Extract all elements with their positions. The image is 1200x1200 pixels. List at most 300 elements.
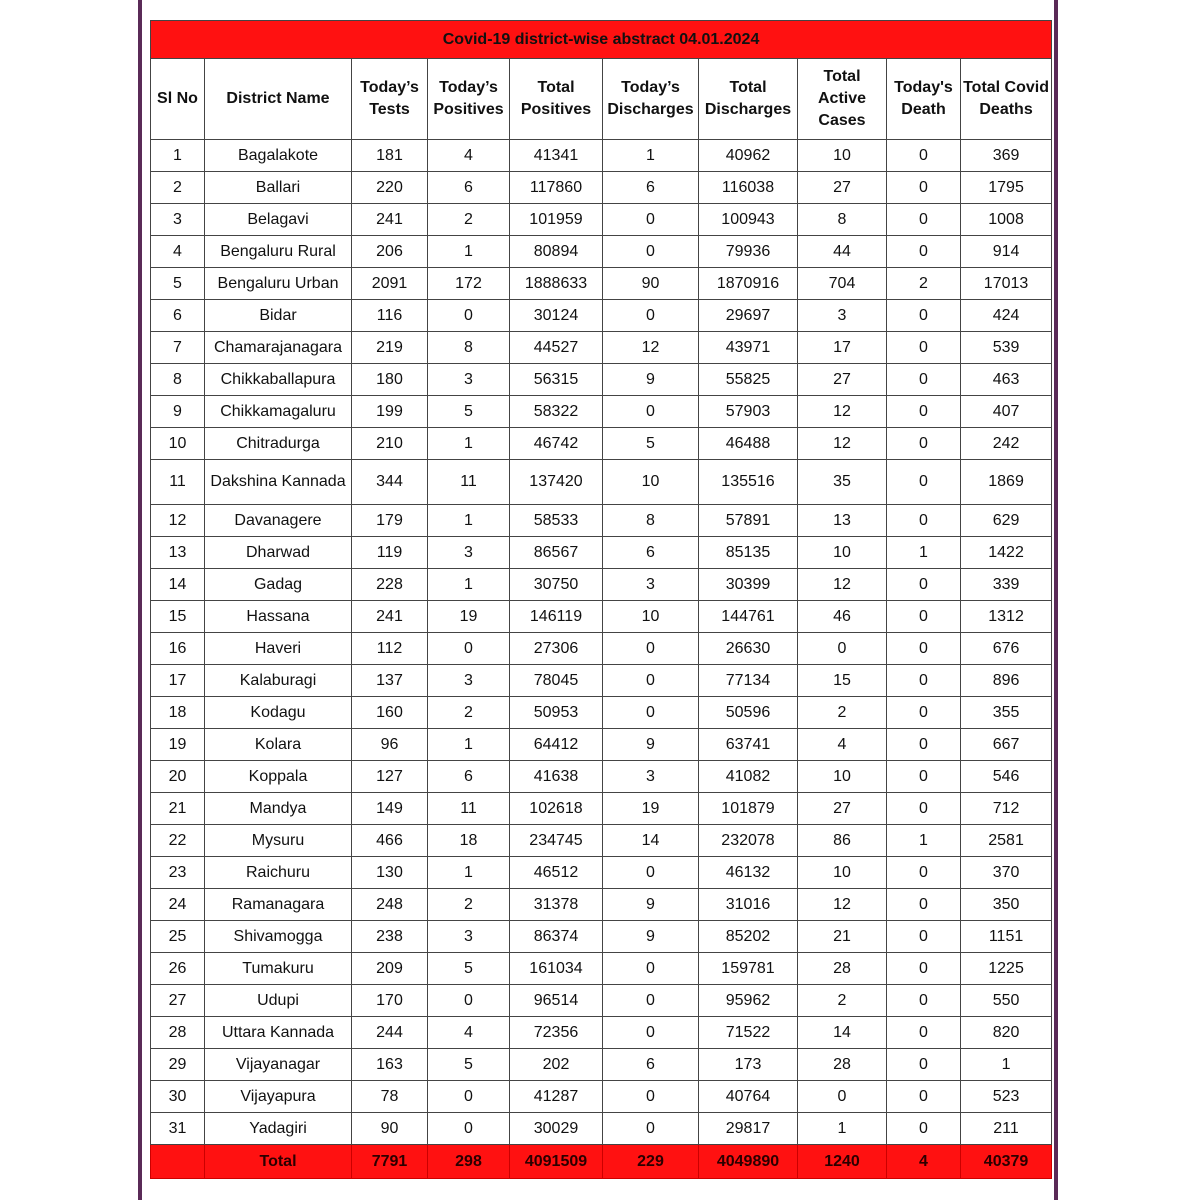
cell-todays-tests: 219 (352, 332, 428, 364)
cell-todays-discharges: 14 (603, 825, 699, 857)
cell-total-positives: 41341 (510, 140, 603, 172)
cell-total-discharges: 30399 (699, 569, 798, 601)
cell-total-positives: 72356 (510, 1017, 603, 1049)
table-row (151, 889, 1052, 921)
cell-total-active-cases: 27 (798, 793, 887, 825)
cell-todays-death: 0 (887, 665, 961, 697)
cell-total-discharges: 173 (699, 1049, 798, 1081)
cell-district-name: Bengaluru Urban (205, 268, 352, 300)
table-row (151, 204, 1052, 236)
cell-todays-discharges: 9 (603, 921, 699, 953)
cell-total-active-cases: 10 (798, 140, 887, 172)
cell-todays-discharges: 5 (603, 428, 699, 460)
cell-sl-no: 4 (151, 236, 205, 268)
cell-total-discharges: 85135 (699, 537, 798, 569)
cell-sl-no: 31 (151, 1113, 205, 1145)
cell-total-active-cases: 13 (798, 505, 887, 537)
cell-sl-no: 15 (151, 601, 205, 633)
table-row (151, 268, 1052, 300)
table-row (151, 665, 1052, 697)
cell-total-positives: 27306 (510, 633, 603, 665)
cell-total-active-cases: 1 (798, 1113, 887, 1145)
cell-total-covid-deaths: 550 (961, 985, 1052, 1017)
cell-total-covid-deaths: 712 (961, 793, 1052, 825)
cell-total-positives: 101959 (510, 204, 603, 236)
cell-total-positives: 58533 (510, 505, 603, 537)
cell-sl-no: 30 (151, 1081, 205, 1113)
cell-total-covid-deaths: 539 (961, 332, 1052, 364)
cell-todays-discharges: 0 (603, 665, 699, 697)
cell-total-positives: 102618 (510, 793, 603, 825)
cell-todays-discharges: 1 (603, 140, 699, 172)
cell-todays-death: 0 (887, 1113, 961, 1145)
table-row (151, 460, 1052, 505)
cell-todays-tests: 241 (352, 601, 428, 633)
cell-total-active-cases: 27 (798, 172, 887, 204)
cell-todays-discharges: 9 (603, 364, 699, 396)
table-row (151, 140, 1052, 172)
total-cell-todays-tests: 7791 (352, 1145, 428, 1179)
cell-district-name: Vijayapura (205, 1081, 352, 1113)
cell-total-covid-deaths: 1869 (961, 460, 1052, 505)
cell-district-name: Gadag (205, 569, 352, 601)
cell-todays-discharges: 19 (603, 793, 699, 825)
cell-todays-discharges: 0 (603, 1081, 699, 1113)
cell-todays-tests: 466 (352, 825, 428, 857)
cell-total-active-cases: 44 (798, 236, 887, 268)
cell-total-positives: 46512 (510, 857, 603, 889)
table-row (151, 761, 1052, 793)
cell-total-positives: 80894 (510, 236, 603, 268)
cell-todays-discharges: 3 (603, 761, 699, 793)
cell-todays-discharges: 6 (603, 537, 699, 569)
cell-district-name: Chamarajanagara (205, 332, 352, 364)
cell-sl-no: 6 (151, 300, 205, 332)
cell-todays-death: 0 (887, 204, 961, 236)
cell-todays-positives: 2 (428, 697, 510, 729)
cell-total-positives: 30029 (510, 1113, 603, 1145)
cell-total-covid-deaths: 1795 (961, 172, 1052, 204)
cell-todays-discharges: 10 (603, 601, 699, 633)
cell-total-active-cases: 12 (798, 889, 887, 921)
cell-total-discharges: 116038 (699, 172, 798, 204)
cell-total-positives: 117860 (510, 172, 603, 204)
table-row (151, 1081, 1052, 1113)
cell-todays-positives: 1 (428, 857, 510, 889)
table-row (151, 396, 1052, 428)
cell-todays-tests: 244 (352, 1017, 428, 1049)
cell-total-positives: 96514 (510, 985, 603, 1017)
cell-todays-positives: 8 (428, 332, 510, 364)
cell-district-name: Bagalakote (205, 140, 352, 172)
cell-todays-positives: 2 (428, 889, 510, 921)
cell-todays-positives: 0 (428, 985, 510, 1017)
cell-total-positives: 50953 (510, 697, 603, 729)
cell-total-discharges: 144761 (699, 601, 798, 633)
cell-total-discharges: 95962 (699, 985, 798, 1017)
header-todays-positives: Today’s Positives (428, 59, 510, 140)
cell-todays-tests: 248 (352, 889, 428, 921)
cell-todays-tests: 96 (352, 729, 428, 761)
cell-total-covid-deaths: 350 (961, 889, 1052, 921)
cell-todays-tests: 149 (352, 793, 428, 825)
cell-todays-death: 0 (887, 300, 961, 332)
cell-total-active-cases: 21 (798, 921, 887, 953)
cell-total-covid-deaths: 339 (961, 569, 1052, 601)
cell-todays-positives: 19 (428, 601, 510, 633)
cell-total-active-cases: 10 (798, 761, 887, 793)
cell-total-discharges: 26630 (699, 633, 798, 665)
cell-todays-death: 0 (887, 1049, 961, 1081)
header-district-name: District Name (205, 59, 352, 140)
cell-district-name: Vijayanagar (205, 1049, 352, 1081)
cell-total-discharges: 100943 (699, 204, 798, 236)
cell-total-positives: 64412 (510, 729, 603, 761)
total-cell-todays-positives: 298 (428, 1145, 510, 1179)
cell-todays-tests: 220 (352, 172, 428, 204)
cell-total-positives: 41287 (510, 1081, 603, 1113)
cell-total-covid-deaths: 546 (961, 761, 1052, 793)
cell-district-name: Mysuru (205, 825, 352, 857)
cell-todays-positives: 3 (428, 364, 510, 396)
cell-total-active-cases: 86 (798, 825, 887, 857)
cell-total-active-cases: 17 (798, 332, 887, 364)
cell-todays-positives: 0 (428, 300, 510, 332)
cell-todays-positives: 0 (428, 1113, 510, 1145)
cell-total-covid-deaths: 1151 (961, 921, 1052, 953)
cell-district-name: Belagavi (205, 204, 352, 236)
cell-todays-positives: 11 (428, 793, 510, 825)
cell-district-name: Tumakuru (205, 953, 352, 985)
cell-todays-death: 0 (887, 889, 961, 921)
cell-total-discharges: 135516 (699, 460, 798, 505)
cell-total-positives: 31378 (510, 889, 603, 921)
cell-todays-positives: 11 (428, 460, 510, 505)
cell-district-name: Kalaburagi (205, 665, 352, 697)
cell-total-covid-deaths: 1312 (961, 601, 1052, 633)
cell-district-name: Dakshina Kannada (205, 460, 352, 505)
table-row (151, 921, 1052, 953)
cell-todays-tests: 2091 (352, 268, 428, 300)
cell-todays-death: 0 (887, 1081, 961, 1113)
cell-sl-no: 14 (151, 569, 205, 601)
cell-todays-death: 0 (887, 729, 961, 761)
cell-total-discharges: 55825 (699, 364, 798, 396)
cell-sl-no: 29 (151, 1049, 205, 1081)
cell-total-positives: 161034 (510, 953, 603, 985)
cell-sl-no: 18 (151, 697, 205, 729)
cell-district-name: Chitradurga (205, 428, 352, 460)
cell-todays-positives: 1 (428, 236, 510, 268)
cell-total-positives: 41638 (510, 761, 603, 793)
cell-todays-positives: 18 (428, 825, 510, 857)
cell-district-name: Davanagere (205, 505, 352, 537)
cell-total-covid-deaths: 1422 (961, 537, 1052, 569)
cell-total-positives: 86567 (510, 537, 603, 569)
total-cell-total-positives: 4091509 (510, 1145, 603, 1179)
cell-total-discharges: 85202 (699, 921, 798, 953)
cell-total-active-cases: 8 (798, 204, 887, 236)
cell-todays-death: 0 (887, 633, 961, 665)
cell-total-active-cases: 4 (798, 729, 887, 761)
cell-total-covid-deaths: 211 (961, 1113, 1052, 1145)
cell-total-positives: 58322 (510, 396, 603, 428)
table-row (151, 633, 1052, 665)
cell-total-positives: 78045 (510, 665, 603, 697)
cell-total-positives: 30750 (510, 569, 603, 601)
cell-todays-death: 2 (887, 268, 961, 300)
cell-todays-death: 0 (887, 761, 961, 793)
cell-total-positives: 46742 (510, 428, 603, 460)
cell-todays-positives: 1 (428, 729, 510, 761)
cell-sl-no: 8 (151, 364, 205, 396)
cell-todays-death: 0 (887, 364, 961, 396)
cell-todays-tests: 210 (352, 428, 428, 460)
cell-todays-positives: 5 (428, 396, 510, 428)
table-row (151, 428, 1052, 460)
cell-todays-death: 0 (887, 140, 961, 172)
cell-district-name: Shivamogga (205, 921, 352, 953)
cell-todays-discharges: 0 (603, 1017, 699, 1049)
cell-total-discharges: 29817 (699, 1113, 798, 1145)
cell-todays-tests: 116 (352, 300, 428, 332)
cell-total-active-cases: 28 (798, 1049, 887, 1081)
cell-total-active-cases: 35 (798, 460, 887, 505)
total-cell-todays-discharges: 229 (603, 1145, 699, 1179)
cell-sl-no: 12 (151, 505, 205, 537)
cell-todays-tests: 228 (352, 569, 428, 601)
header-todays-tests: Today’s Tests (352, 59, 428, 140)
cell-total-covid-deaths: 1008 (961, 204, 1052, 236)
cell-total-discharges: 46488 (699, 428, 798, 460)
table-row (151, 537, 1052, 569)
cell-total-active-cases: 0 (798, 1081, 887, 1113)
cell-district-name: Bengaluru Rural (205, 236, 352, 268)
table-row (151, 1049, 1052, 1081)
cell-total-covid-deaths: 1 (961, 1049, 1052, 1081)
cell-todays-positives: 172 (428, 268, 510, 300)
cell-todays-death: 0 (887, 396, 961, 428)
cell-todays-death: 0 (887, 697, 961, 729)
table-row (151, 953, 1052, 985)
cell-todays-tests: 241 (352, 204, 428, 236)
table-row (151, 601, 1052, 633)
cell-sl-no: 28 (151, 1017, 205, 1049)
total-cell-todays-death: 4 (887, 1145, 961, 1179)
cell-district-name: Bidar (205, 300, 352, 332)
cell-total-positives: 146119 (510, 601, 603, 633)
cell-total-active-cases: 28 (798, 953, 887, 985)
cell-sl-no: 5 (151, 268, 205, 300)
cell-total-active-cases: 12 (798, 396, 887, 428)
cell-todays-positives: 5 (428, 953, 510, 985)
cell-todays-death: 0 (887, 172, 961, 204)
cell-total-active-cases: 27 (798, 364, 887, 396)
cell-todays-discharges: 0 (603, 396, 699, 428)
cell-total-positives: 1888633 (510, 268, 603, 300)
cell-total-covid-deaths: 896 (961, 665, 1052, 697)
cell-todays-discharges: 0 (603, 985, 699, 1017)
table-row (151, 793, 1052, 825)
total-cell-total-covid-deaths: 40379 (961, 1145, 1052, 1179)
header-todays-discharges: Today’s Discharges (603, 59, 699, 140)
cell-todays-death: 0 (887, 601, 961, 633)
cell-total-covid-deaths: 355 (961, 697, 1052, 729)
cell-sl-no: 7 (151, 332, 205, 364)
cell-total-covid-deaths: 242 (961, 428, 1052, 460)
cell-todays-tests: 163 (352, 1049, 428, 1081)
cell-todays-discharges: 9 (603, 889, 699, 921)
cell-total-positives: 234745 (510, 825, 603, 857)
table-row (151, 364, 1052, 396)
cell-todays-tests: 209 (352, 953, 428, 985)
cell-todays-death: 0 (887, 857, 961, 889)
cell-todays-positives: 0 (428, 633, 510, 665)
cell-total-covid-deaths: 667 (961, 729, 1052, 761)
cell-todays-tests: 238 (352, 921, 428, 953)
cell-todays-death: 0 (887, 1017, 961, 1049)
cell-todays-discharges: 12 (603, 332, 699, 364)
cell-todays-positives: 1 (428, 569, 510, 601)
cell-district-name: Kolara (205, 729, 352, 761)
cell-total-covid-deaths: 820 (961, 1017, 1052, 1049)
cell-todays-death: 0 (887, 428, 961, 460)
cell-total-discharges: 29697 (699, 300, 798, 332)
cell-sl-no: 20 (151, 761, 205, 793)
cell-total-active-cases: 12 (798, 428, 887, 460)
cell-todays-positives: 3 (428, 921, 510, 953)
table-row (151, 1017, 1052, 1049)
cell-sl-no: 22 (151, 825, 205, 857)
cell-district-name: Udupi (205, 985, 352, 1017)
header-total-discharges: Total Discharges (699, 59, 798, 140)
cell-district-name: Ballari (205, 172, 352, 204)
cell-todays-tests: 170 (352, 985, 428, 1017)
cell-todays-death: 0 (887, 793, 961, 825)
cell-total-active-cases: 10 (798, 857, 887, 889)
table-row (151, 857, 1052, 889)
cell-todays-discharges: 90 (603, 268, 699, 300)
cell-todays-discharges: 3 (603, 569, 699, 601)
cell-todays-positives: 5 (428, 1049, 510, 1081)
cell-total-discharges: 46132 (699, 857, 798, 889)
cell-todays-tests: 112 (352, 633, 428, 665)
cell-total-discharges: 40764 (699, 1081, 798, 1113)
table-row (151, 697, 1052, 729)
cell-todays-death: 0 (887, 236, 961, 268)
cell-total-discharges: 63741 (699, 729, 798, 761)
cell-sl-no: 2 (151, 172, 205, 204)
cell-todays-discharges: 10 (603, 460, 699, 505)
cell-sl-no: 25 (151, 921, 205, 953)
cell-total-active-cases: 2 (798, 697, 887, 729)
cell-district-name: Kodagu (205, 697, 352, 729)
total-cell-sl-no (151, 1145, 205, 1179)
cell-sl-no: 26 (151, 953, 205, 985)
cell-total-covid-deaths: 463 (961, 364, 1052, 396)
cell-total-positives: 86374 (510, 921, 603, 953)
cell-total-discharges: 57903 (699, 396, 798, 428)
cell-total-discharges: 31016 (699, 889, 798, 921)
cell-total-active-cases: 3 (798, 300, 887, 332)
cell-todays-discharges: 8 (603, 505, 699, 537)
cell-todays-discharges: 0 (603, 236, 699, 268)
cell-todays-discharges: 6 (603, 172, 699, 204)
cell-total-positives: 44527 (510, 332, 603, 364)
total-cell-total-active-cases: 1240 (798, 1145, 887, 1179)
cell-todays-tests: 181 (352, 140, 428, 172)
header-sl-no: Sl No (151, 59, 205, 140)
cell-todays-positives: 0 (428, 1081, 510, 1113)
cell-todays-death: 1 (887, 537, 961, 569)
cell-total-discharges: 57891 (699, 505, 798, 537)
cell-todays-death: 0 (887, 569, 961, 601)
cell-total-covid-deaths: 407 (961, 396, 1052, 428)
cell-todays-tests: 344 (352, 460, 428, 505)
table-row (151, 1113, 1052, 1145)
header-total-positives: Total Positives (510, 59, 603, 140)
cell-todays-positives: 3 (428, 665, 510, 697)
cell-todays-positives: 1 (428, 428, 510, 460)
cell-total-discharges: 43971 (699, 332, 798, 364)
cell-total-active-cases: 12 (798, 569, 887, 601)
cell-todays-discharges: 0 (603, 633, 699, 665)
page-border-left (138, 0, 142, 1200)
cell-total-covid-deaths: 369 (961, 140, 1052, 172)
cell-total-active-cases: 0 (798, 633, 887, 665)
cell-district-name: Mandya (205, 793, 352, 825)
header-todays-death: Today's Death (887, 59, 961, 140)
cell-todays-positives: 4 (428, 140, 510, 172)
cell-todays-death: 0 (887, 985, 961, 1017)
cell-total-active-cases: 704 (798, 268, 887, 300)
cell-district-name: Uttara Kannada (205, 1017, 352, 1049)
cell-total-discharges: 1870916 (699, 268, 798, 300)
table-row (151, 825, 1052, 857)
cell-total-covid-deaths: 424 (961, 300, 1052, 332)
cell-sl-no: 23 (151, 857, 205, 889)
cell-todays-death: 0 (887, 460, 961, 505)
total-row (151, 1145, 1052, 1179)
cell-total-discharges: 41082 (699, 761, 798, 793)
cell-total-active-cases: 15 (798, 665, 887, 697)
cell-total-covid-deaths: 523 (961, 1081, 1052, 1113)
table-row (151, 332, 1052, 364)
cell-todays-discharges: 9 (603, 729, 699, 761)
cell-todays-discharges: 0 (603, 857, 699, 889)
cell-todays-discharges: 0 (603, 300, 699, 332)
cell-total-discharges: 79936 (699, 236, 798, 268)
cell-total-discharges: 40962 (699, 140, 798, 172)
cell-todays-discharges: 0 (603, 1113, 699, 1145)
cell-district-name: Hassana (205, 601, 352, 633)
cell-total-active-cases: 46 (798, 601, 887, 633)
cell-total-active-cases: 10 (798, 537, 887, 569)
cell-todays-death: 0 (887, 332, 961, 364)
cell-total-covid-deaths: 1225 (961, 953, 1052, 985)
cell-todays-discharges: 0 (603, 953, 699, 985)
cell-sl-no: 10 (151, 428, 205, 460)
cell-total-positives: 202 (510, 1049, 603, 1081)
cell-district-name: Yadagiri (205, 1113, 352, 1145)
cell-total-discharges: 159781 (699, 953, 798, 985)
cell-sl-no: 19 (151, 729, 205, 761)
cell-total-discharges: 232078 (699, 825, 798, 857)
cell-todays-tests: 127 (352, 761, 428, 793)
cell-todays-positives: 6 (428, 761, 510, 793)
cell-total-covid-deaths: 17013 (961, 268, 1052, 300)
cell-sl-no: 9 (151, 396, 205, 428)
